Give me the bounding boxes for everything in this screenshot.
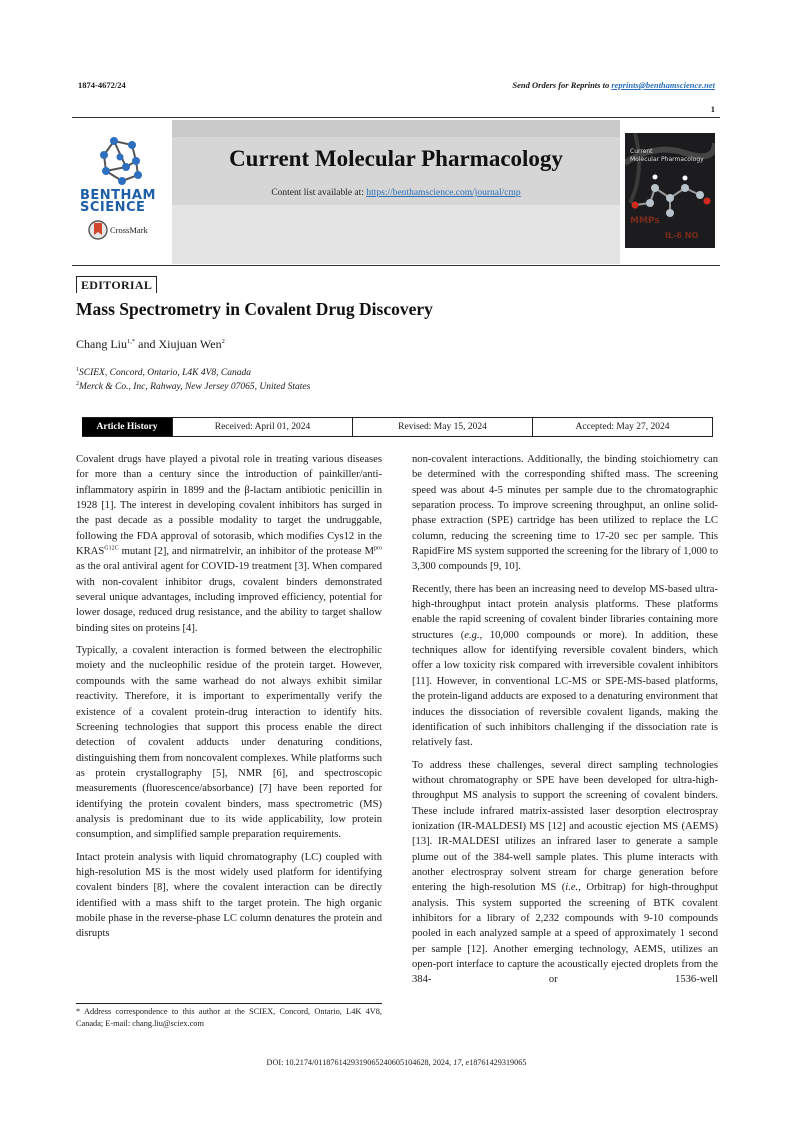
- body-paragraph: Typically, a covalent interaction is formed between the electrophilic moiety and the nucleophilic residue of the protein target. However, compounds with the same warhead do not always exhibit similar reactivity. Therefore, it is important to experimentally verify the existence of a covalent protein-drug interaction to identify hits. Screening technologies that support this process enable the direct detection of covalent adducts under denaturing conditions, distinguishing them from noncovalent complexes. While platforms such as protein crystallography [5], NMR [6], and spectroscopic measurements (fluorescence/absorbance) [7] have been reported for identifying the protein covalent binders, mass spectrometric (MS) analysis is predominant due to its wide applicability, low protein consumption, and simplified sample preparation requirements.: [76, 645, 382, 841]
- content-list-prefix: Content list available at:: [271, 188, 367, 198]
- article-id: , e18761429319065: [461, 1058, 527, 1067]
- author-affiliation-marker: 2: [221, 338, 225, 345]
- affiliation: [76, 381, 310, 392]
- article-history-bar: [82, 417, 713, 437]
- doi-footer: [0, 1058, 793, 1067]
- page-number: 1: [710, 104, 715, 114]
- text-run: as the oral antiviral agent for COVID-19 treatment [3]. When compared with non-covalent inhibitor drugs, covalent binders demonstrated several unique advantages, including improved efficiency, potential for lower dosage, reduced drug resistance, and the ability to target shallow binding sites on proteins [4].: [76, 561, 382, 634]
- italic-abbrev: i.e.: [565, 882, 579, 894]
- cover-title-line1: Current: [630, 148, 653, 155]
- publisher-logo-block: [80, 135, 170, 240]
- body-paragraph: non-covalent interactions. Additionally, the binding stoichiometry can be determined with the corresponding shifted mass. The screening speed was about 4-5 minutes per sample due to the chromatographic separation process. To improve screening throughput, an online solid-phase extraction (SPE) cartridge has been utilized to replace the LC column, reducing the screening time to 17-20 sec per sample. This RapidFire MS system supported the screening for the library of 1,000 to 3,300 compounds [9, 10].: [412, 454, 718, 573]
- accepted-date: Accepted: May 27, 2024: [532, 418, 712, 436]
- svg-text:MMPs: MMPs: [630, 216, 660, 226]
- affiliation-text: SCIEX, Concord, Ontario, L4K 4V8, Canada: [79, 368, 251, 379]
- doi-text[interactable]: DOI: 10.2174/0118761429319065240605104628, 2024,: [266, 1058, 454, 1067]
- text-run: To address these challenges, several direct sampling technologies without chromatography or SPE have been developed for ultra-high-throughput MS analysis to support the screening of covalent binders. These include infrared matrix-assisted laser desorption electrospray ionization (IR-MALDESI) MS [12] and acoustic ejection MS (AEMS) [13]. IR-MALDESI utilizes an infrared laser to generate a sample plume out of the 384-well sample plates. This plume interacts with another electrospray solvent stream for charge generation before entering the high-resolution MS (: [412, 759, 718, 894]
- masthead-rule: [72, 265, 720, 266]
- body-paragraph: [412, 582, 718, 751]
- journal-url-link[interactable]: https://benthamscience.com/journal/cmp: [366, 188, 521, 198]
- affiliation-marker: 2: [76, 381, 79, 387]
- journal-title: Current Molecular Pharmacology: [229, 146, 563, 171]
- banner-top-strip: [172, 120, 620, 137]
- body-paragraph: [412, 758, 718, 988]
- body-column-left: [76, 452, 382, 949]
- affiliation: [76, 367, 251, 378]
- affiliation-marker: 1: [76, 367, 79, 373]
- author-name[interactable]: Xiujuan Wen: [158, 337, 222, 351]
- article-title: Mass Spectrometry in Covalent Drug Discovery: [76, 299, 433, 319]
- superscript: pro: [374, 545, 382, 552]
- header-rule: [72, 117, 720, 118]
- article-type-label: EDITORIAL: [76, 276, 157, 293]
- author-list: [76, 337, 225, 352]
- superscript: G12C: [104, 545, 119, 552]
- affiliation-text: Merck & Co., Inc, Rahway, New Jersey 07065, United States: [79, 382, 311, 393]
- text-run: , Orbitrap) for high-throughput analysis. This system supported the screening of BTK covalent inhibitors for a library of 2,232 compounds with 9-10 compounds pooled in each analyzed sample at a speed of approximately 1 second per sample [12]. Another emerging technology, AEMS, utilizes an open-port interface to capture the acoustically ejected droplets from the 384- or 1536-well: [412, 882, 718, 986]
- svg-text:IL-6 NO: IL-6 NO: [665, 231, 699, 240]
- content-list-line: [172, 188, 620, 198]
- crossmark-icon: [88, 220, 108, 240]
- publisher-name-line2: SCIENCE: [80, 200, 146, 215]
- journal-cover-image: [625, 133, 715, 248]
- correspondence-footnote: * Address correspondence to this author at the SCIEX, Concord, Ontario, L4K 4V8, Canada; E-mail: chang.liu@sciex.com: [76, 1007, 382, 1028]
- reprints-prefix: Send Orders for Reprints to: [512, 80, 612, 90]
- revised-date: Revised: May 15, 2024: [352, 418, 532, 436]
- bentham-molecule-icon: [92, 135, 154, 189]
- received-date: Received: April 01, 2024: [172, 418, 352, 436]
- body-paragraph: Intact protein analysis with liquid chromatography (LC) coupled with high-resolution MS is the most widely used platform for identifying covalent binders [8], where the covalent interaction can be directly identified with a mass shift to the target protein. The high organic mobile phase in the reverse-phase LC column denatures the protein and disrupts: [76, 851, 382, 940]
- issn: 1874-4672/24: [78, 80, 126, 90]
- publisher-name-line1: BENTHAM: [80, 188, 156, 203]
- text-run: Covalent drugs have played a pivotal role in treating various diseases for more than a century since the introduction of painkiller/anti-inflammatory aspirin in 1899 and the β-lactam antibiotic penicillin in 1928 [1]. The interest in developing covalent inhibitors has surged in the past decade as a possible modality to target the undruggable, following the FDA approval of sotorasib, which modifies Cys12 in the KRAS: [76, 454, 382, 558]
- publisher-name: [80, 190, 170, 214]
- text-run: Recently, there has been an increasing need to develop MS-based ultra-high-throughput intact protein analysis platforms. These platforms enable the rapid screening of covalent binder libraries containing more structures (: [412, 583, 718, 641]
- text-run: , 10,000 compounds or more). In addition, these techniques allow for identifying reversible covalent binders, which offer a low toxicity risk compared with irreversible covalent inhibitors [11]. However, in conventional LC-MS or SPE-MS-based platforms, the protein-ligand adducts are exposed to a denaturing environment that induces the dissociation of reversible covalent ligands, making the identification of such inhibitors challenging if the dissociation rate is relatively fast.: [412, 629, 718, 749]
- cover-title-line2: Molecular Pharmacology: [630, 156, 704, 163]
- authors-joiner: and: [135, 337, 159, 351]
- footnote-rule: [76, 1003, 382, 1004]
- journal-banner: [172, 120, 620, 264]
- body-paragraph: [76, 452, 382, 636]
- text-run: mutant [2], and nirmatrelvir, an inhibitor of the protease M: [118, 546, 374, 558]
- author-name[interactable]: Chang Liu: [76, 337, 127, 351]
- volume-number: 17: [453, 1058, 462, 1067]
- author-affiliation-marker: 1,*: [127, 338, 136, 345]
- crossmark-label: CrossMark: [110, 225, 148, 235]
- crossmark-badge[interactable]: [88, 220, 170, 240]
- italic-abbrev: e.g.: [464, 629, 480, 641]
- article-history-label: Article History: [82, 418, 172, 436]
- reprints-notice: [512, 80, 715, 90]
- body-column-right: [412, 452, 718, 995]
- cover-molecule-illustration: [625, 133, 715, 248]
- reprints-email-link[interactable]: reprints@benthamscience.net: [611, 80, 715, 90]
